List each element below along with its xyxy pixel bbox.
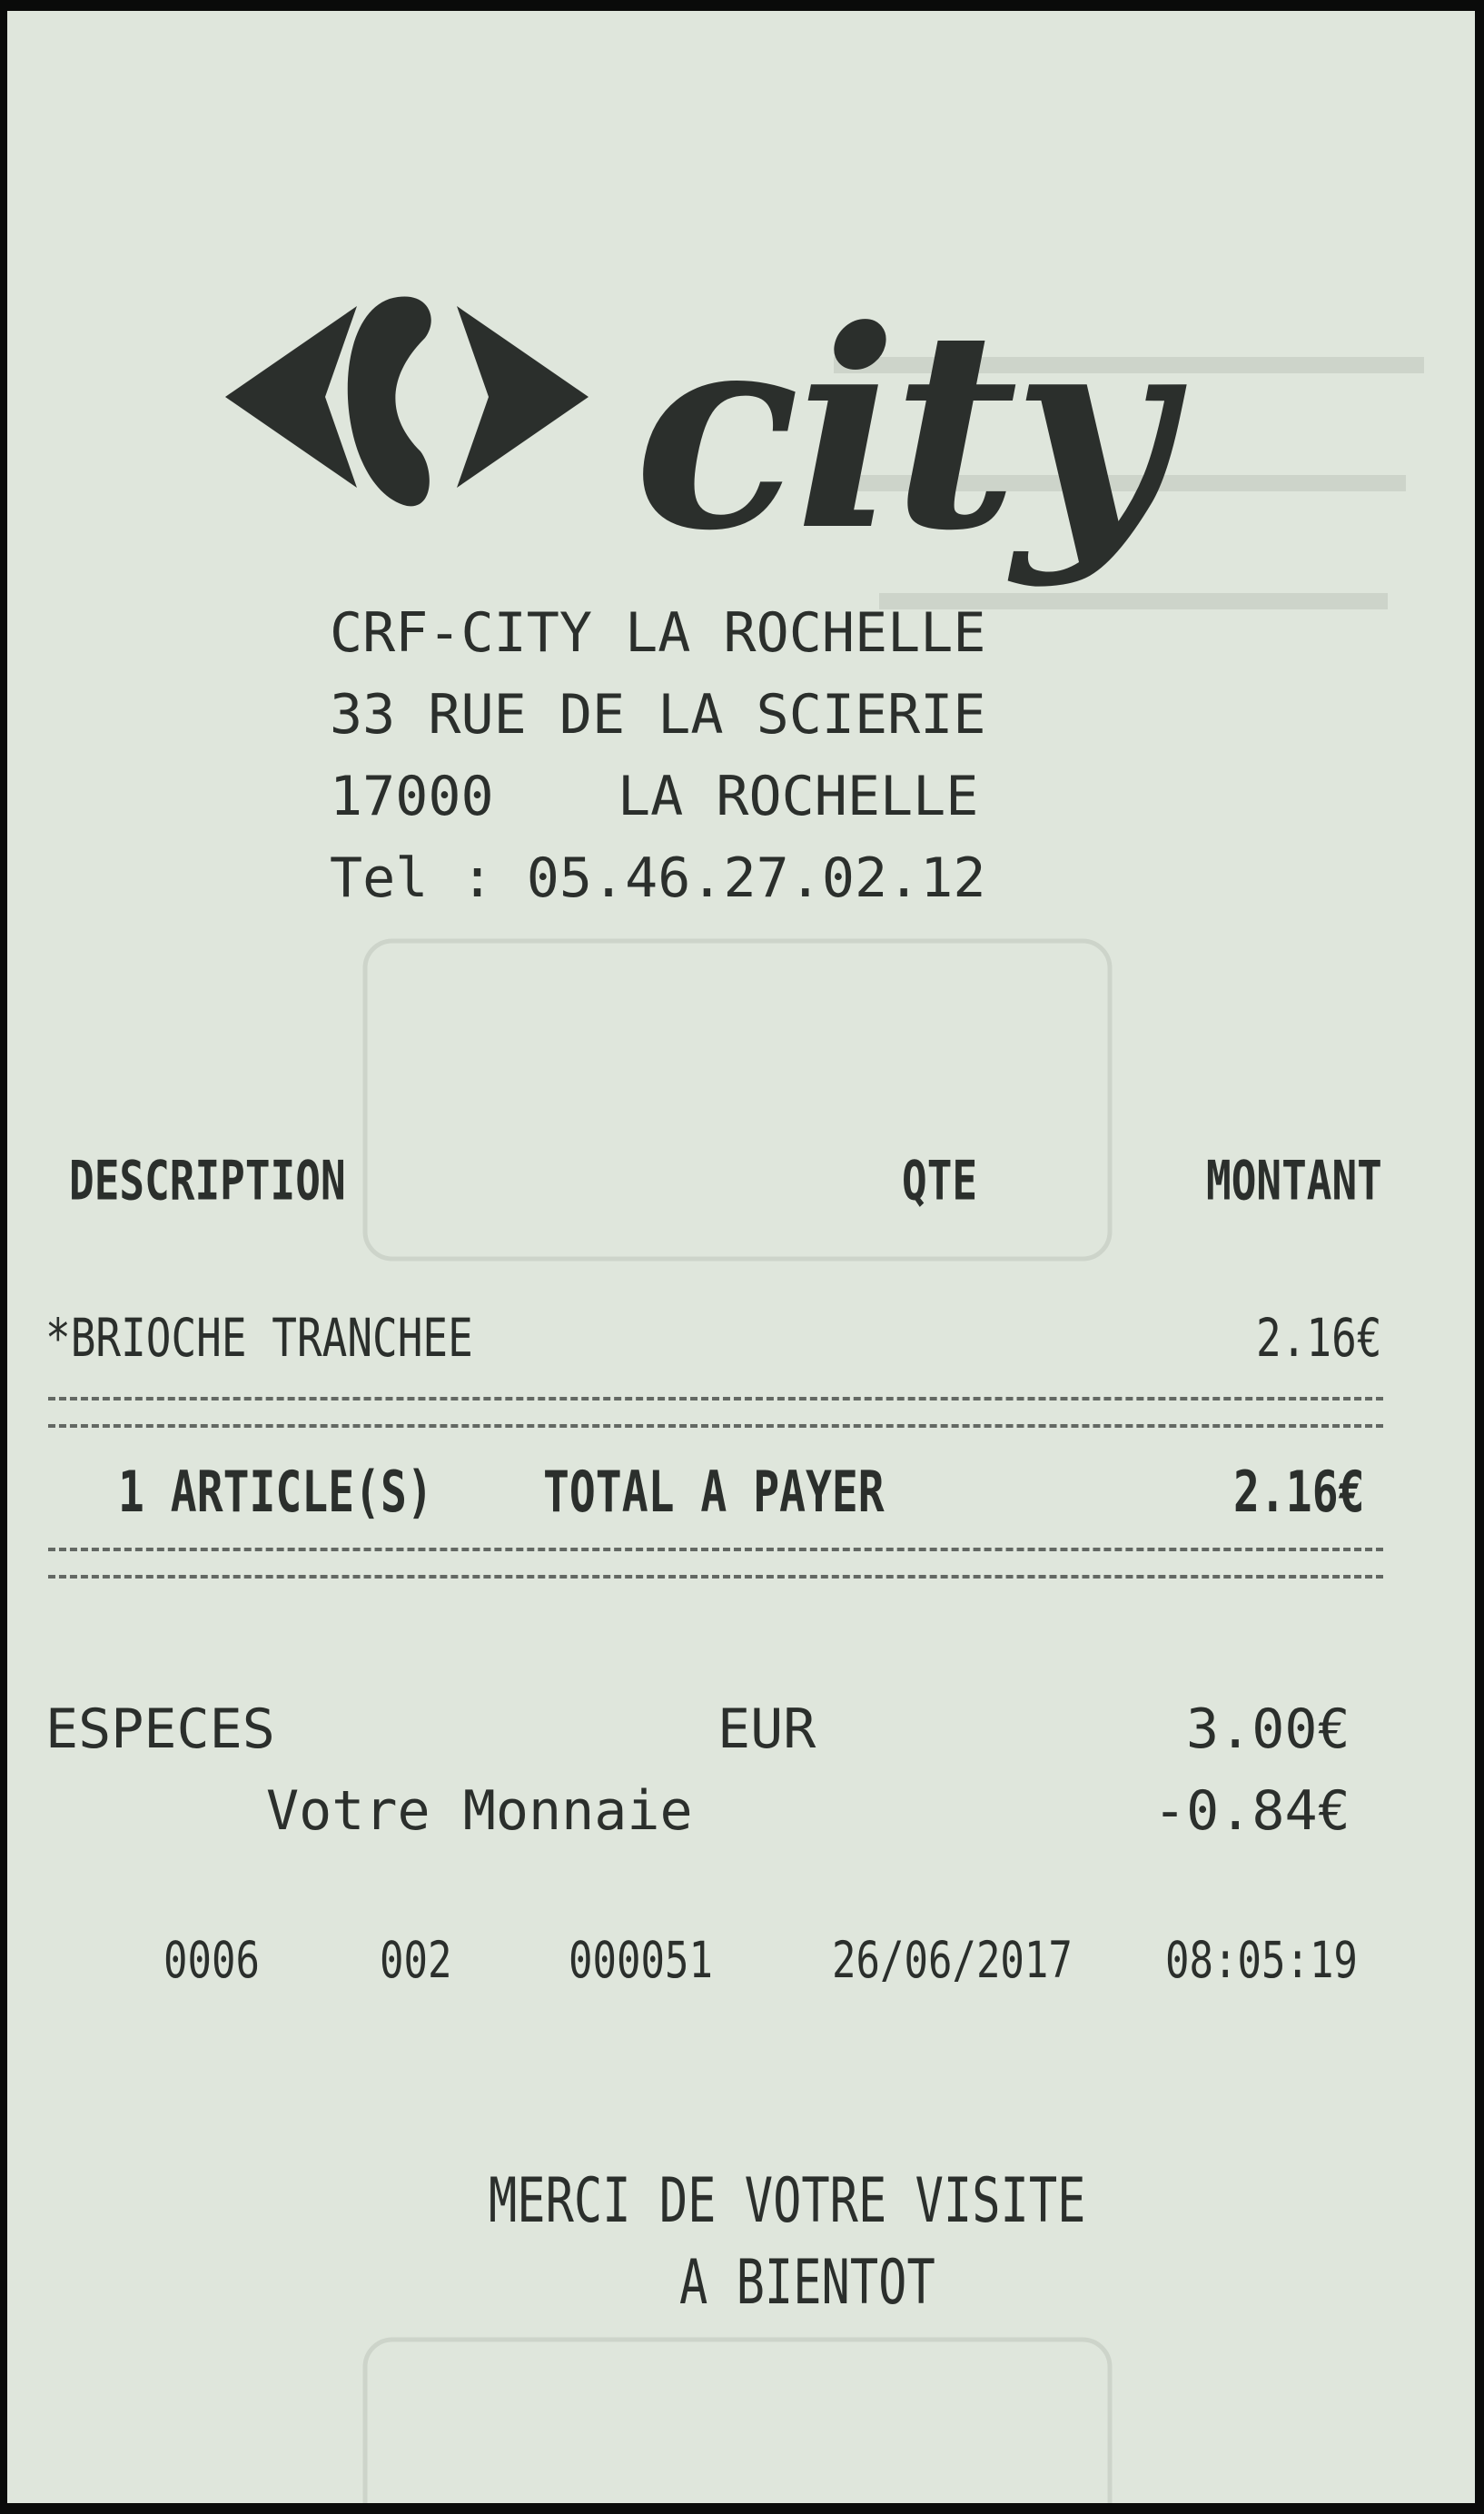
transaction-time: 08:05:19 — [1165, 1932, 1358, 1990]
column-amount: MONTANT — [1206, 1148, 1382, 1212]
receipt — [7, 11, 1475, 2503]
column-description: DESCRIPTION — [69, 1148, 346, 1212]
transaction-date: 26/06/2017 — [832, 1932, 1073, 1990]
store-phone: Tel : 05.46.27.02.12 — [330, 846, 986, 910]
store-postal-code: 17000 — [330, 765, 494, 828]
payment-paid-amount: 3.00€ — [1186, 1697, 1350, 1761]
transaction-ticket-number: 000051 — [569, 1932, 713, 1990]
item-amount: 2.16€ — [1256, 1307, 1382, 1369]
total-label: TOTAL A PAYER — [543, 1459, 885, 1526]
change-label: Votre Monnaie — [266, 1779, 693, 1843]
total-article-count: 1 ARTICLE(S) — [118, 1459, 433, 1526]
payment-method: ESPECES — [45, 1697, 275, 1761]
transaction-store-number: 0006 — [163, 1932, 260, 1990]
store-city: LA ROCHELLE — [618, 765, 979, 828]
footer-see-you-soon: A BIENTOT — [679, 2247, 935, 2319]
total-amount: 2.16€ — [1233, 1459, 1365, 1526]
item-description: *BRIOCHE TRANCHEE — [45, 1307, 473, 1369]
separator-double-line — [48, 1397, 1383, 1428]
back-print-box-top — [361, 937, 1115, 1264]
separator-double-line — [48, 1548, 1383, 1579]
store-name: CRF-CITY LA ROCHELLE — [330, 601, 986, 665]
footer-thank-you: MERCI DE VOTRE VISITE — [489, 2165, 1086, 2237]
column-qty: QTE — [902, 1148, 978, 1212]
payment-currency: EUR — [717, 1697, 816, 1761]
store-street: 33 RUE DE LA SCIERIE — [330, 683, 986, 747]
back-print-box-bottom — [361, 2336, 1115, 2503]
logo-city-wordmark: city — [634, 270, 1166, 590]
carrefour-emblem-icon — [225, 288, 607, 524]
carrefour-city-logo — [225, 270, 1197, 590]
transaction-register: 002 — [380, 1932, 452, 1990]
change-amount: -0.84€ — [1153, 1779, 1350, 1843]
